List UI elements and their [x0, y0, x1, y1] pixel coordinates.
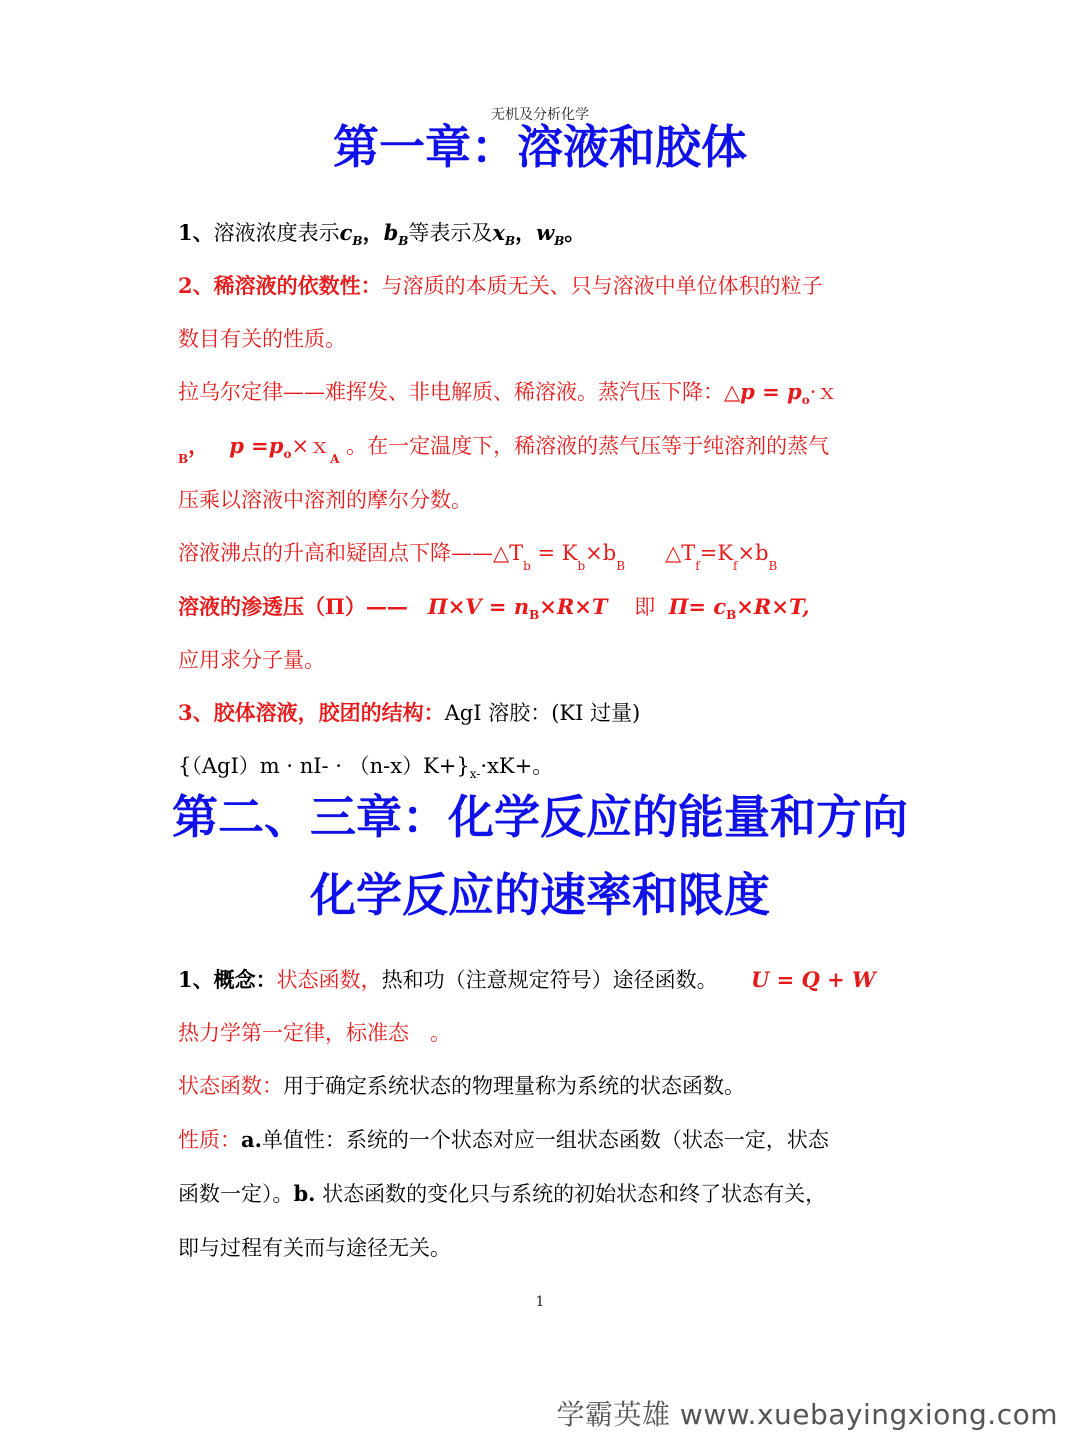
page-header: 无机及分析化学	[491, 107, 589, 123]
page-number: 1	[535, 1294, 545, 1310]
ch1-line-6: 压乘以溶液中溶剂的摩尔分数。	[178, 488, 472, 512]
ch1-line-7: 溶液沸点的升高和疑固点下降$——\triangle T_b = K_b\times b_B$ $\triangle T_f=K_f\times b_B$	[178, 541, 778, 573]
chapter-2-title-line-1: 第二、三章：化学反应的能量和方向	[172, 790, 908, 844]
ch1-line-9: 应用求分子量。	[178, 648, 325, 672]
ch2-line-1: 1、概念：状态函数，热和功（注意规定符号）途径函数。 U = Q + W	[178, 967, 876, 992]
ch1-line-8: 溶液的渗透压（Π）—— $\Pi\times V = n_B\times R\times T$ 即 $\Pi= c_B\times R\times T$,	[178, 594, 810, 623]
ch2-line-3: 状态函数：用于确定系统状态的物理量称为系统的状态函数。	[178, 1074, 745, 1098]
ch1-line-4: 拉乌尔定律——难挥发、非电解质、稀溶液。蒸汽压下降：△p = $p_o\cdot x$	[178, 379, 838, 408]
ch2-line-2: 热力学第一定律，标准态 。	[178, 1021, 451, 1045]
footer-watermark: 学霸英雄 www.xuebayingxiong.com	[556, 1398, 1058, 1431]
ch2-line-5: 函数一定）。b. 状态函数的变化只与系统的初始状态和终了状态有关，	[178, 1181, 827, 1206]
ch2-line-4: 性质：a.单值性：系统的一个状态对应一组状态函数（状态一定，状态	[178, 1127, 829, 1152]
ch1-line-11: $\{(AgI)m \cdot nI- \cdot (n-x)K+\}_{x-}\cdot xK+$。	[178, 754, 554, 782]
ch1-line-3: 数目有关的性质。	[178, 327, 346, 351]
ch1-line-5: $_B$， $p =p_o\times x_A$ 。在一定温度下，稀溶液的蒸气压等于纯溶剂的蒸气	[178, 433, 830, 466]
ch1-line-10: 3、胶体溶液，胶团的结构：AgI 溶胶：(KI 过量)	[178, 700, 641, 725]
chapter-2-title-line-2: 化学反应的速率和限度	[310, 868, 770, 922]
ch1-line-1: 1、溶液浓度表示$c_B$，$b_B$等表示及$x_B$，$w_B$。	[178, 220, 586, 249]
ch2-line-6: 即与过程有关而与途径无关。	[178, 1236, 451, 1260]
ch1-line-2: 2、稀溶液的依数性：与溶质的本质无关、只与溶液中单位体积的粒子	[178, 273, 823, 298]
chapter-1-title: 第一章：溶液和胶体	[333, 120, 747, 174]
